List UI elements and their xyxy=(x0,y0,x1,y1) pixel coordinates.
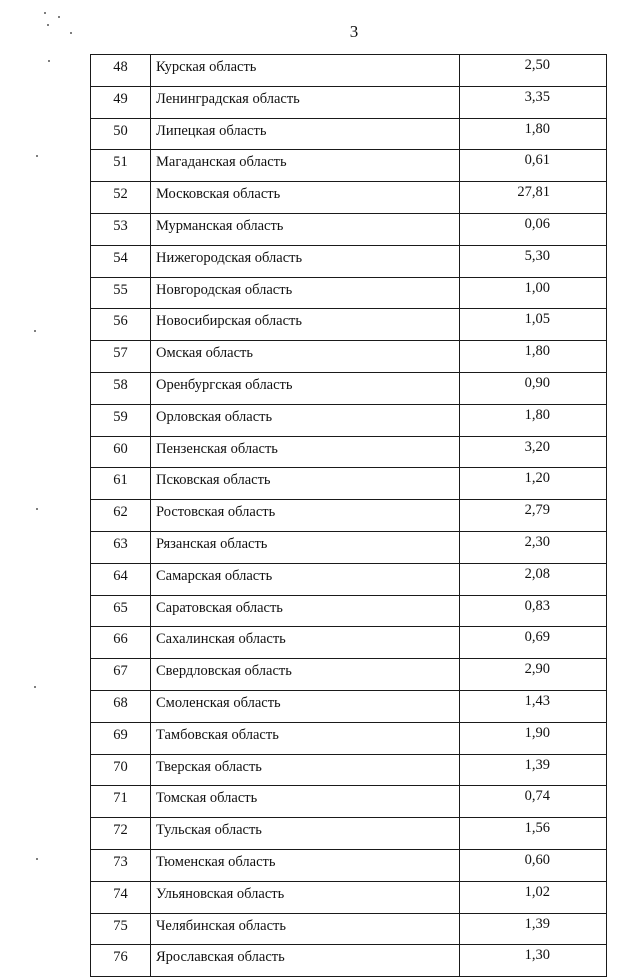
region-value: 0,90 xyxy=(460,372,607,404)
row-number: 73 xyxy=(91,849,151,881)
region-name: Пензенская область xyxy=(151,436,460,468)
table-row xyxy=(91,945,607,977)
row-number: 68 xyxy=(91,690,151,722)
scan-speck xyxy=(44,12,46,14)
table-row xyxy=(91,404,607,436)
region-name: Тульская область xyxy=(151,818,460,850)
region-value: 1,30 xyxy=(460,945,607,977)
table-row xyxy=(91,531,607,563)
region-value: 2,50 xyxy=(460,55,607,87)
region-value: 1,39 xyxy=(460,913,607,945)
row-number: 65 xyxy=(91,595,151,627)
region-name: Томская область xyxy=(151,786,460,818)
table-row xyxy=(91,182,607,214)
regions-table xyxy=(90,54,607,977)
table-row xyxy=(91,55,607,87)
row-number: 74 xyxy=(91,881,151,913)
scan-speck xyxy=(36,508,38,510)
row-number: 64 xyxy=(91,563,151,595)
region-value: 1,43 xyxy=(460,690,607,722)
row-number: 57 xyxy=(91,341,151,373)
region-value: 0,06 xyxy=(460,213,607,245)
region-value: 0,74 xyxy=(460,786,607,818)
region-value: 3,20 xyxy=(460,436,607,468)
region-name: Магаданская область xyxy=(151,150,460,182)
region-name: Новосибирская область xyxy=(151,309,460,341)
region-name: Нижегородская область xyxy=(151,245,460,277)
region-name: Тамбовская область xyxy=(151,722,460,754)
table-row xyxy=(91,786,607,818)
region-value: 0,60 xyxy=(460,849,607,881)
region-name: Сахалинская область xyxy=(151,627,460,659)
region-name: Тюменская область xyxy=(151,849,460,881)
row-number: 52 xyxy=(91,182,151,214)
region-value: 1,00 xyxy=(460,277,607,309)
table-row xyxy=(91,881,607,913)
scan-speck xyxy=(48,60,50,62)
row-number: 51 xyxy=(91,150,151,182)
region-name: Мурманская область xyxy=(151,213,460,245)
region-value: 1,80 xyxy=(460,341,607,373)
region-name: Липецкая область xyxy=(151,118,460,150)
region-name: Челябинская область xyxy=(151,913,460,945)
region-name: Новгородская область xyxy=(151,277,460,309)
region-value: 5,30 xyxy=(460,245,607,277)
region-value: 1,39 xyxy=(460,754,607,786)
region-value: 1,05 xyxy=(460,309,607,341)
row-number: 62 xyxy=(91,500,151,532)
table-row xyxy=(91,595,607,627)
region-value: 1,90 xyxy=(460,722,607,754)
region-value: 1,20 xyxy=(460,468,607,500)
region-name: Ростовская область xyxy=(151,500,460,532)
row-number: 59 xyxy=(91,404,151,436)
table-row xyxy=(91,436,607,468)
row-number: 56 xyxy=(91,309,151,341)
table-row xyxy=(91,372,607,404)
table-row xyxy=(91,341,607,373)
region-name: Ленинградская область xyxy=(151,86,460,118)
table-row xyxy=(91,309,607,341)
table-row xyxy=(91,277,607,309)
row-number: 67 xyxy=(91,659,151,691)
row-number: 53 xyxy=(91,213,151,245)
region-value: 0,83 xyxy=(460,595,607,627)
region-name: Ярославская область xyxy=(151,945,460,977)
table-row xyxy=(91,627,607,659)
table-row xyxy=(91,245,607,277)
table-row xyxy=(91,118,607,150)
page-number: 3 xyxy=(349,22,359,41)
region-name: Псковская область xyxy=(151,468,460,500)
region-name: Курская область xyxy=(151,55,460,87)
table-row xyxy=(91,468,607,500)
row-number: 48 xyxy=(91,55,151,87)
row-number: 58 xyxy=(91,372,151,404)
table-row xyxy=(91,913,607,945)
row-number: 55 xyxy=(91,277,151,309)
row-number: 76 xyxy=(91,945,151,977)
region-name: Тверская область xyxy=(151,754,460,786)
region-value: 1,02 xyxy=(460,881,607,913)
row-number: 54 xyxy=(91,245,151,277)
region-name: Оренбургская область xyxy=(151,372,460,404)
row-number: 66 xyxy=(91,627,151,659)
region-name: Ульяновская область xyxy=(151,881,460,913)
table-row xyxy=(91,86,607,118)
row-number: 49 xyxy=(91,86,151,118)
table-row xyxy=(91,563,607,595)
region-name: Омская область xyxy=(151,341,460,373)
region-value: 0,61 xyxy=(460,150,607,182)
row-number: 72 xyxy=(91,818,151,850)
scan-speck xyxy=(34,686,36,688)
scan-speck xyxy=(36,155,38,157)
row-number: 75 xyxy=(91,913,151,945)
table-row xyxy=(91,500,607,532)
row-number: 50 xyxy=(91,118,151,150)
table-row xyxy=(91,849,607,881)
region-value: 27,81 xyxy=(460,182,607,214)
region-value: 1,56 xyxy=(460,818,607,850)
region-value: 3,35 xyxy=(460,86,607,118)
table-row xyxy=(91,213,607,245)
row-number: 71 xyxy=(91,786,151,818)
scan-speck xyxy=(36,858,38,860)
region-value: 1,80 xyxy=(460,404,607,436)
region-value: 1,80 xyxy=(460,118,607,150)
region-name: Московская область xyxy=(151,182,460,214)
region-name: Саратовская область xyxy=(151,595,460,627)
region-name: Свердловская область xyxy=(151,659,460,691)
region-name: Орловская область xyxy=(151,404,460,436)
table-row xyxy=(91,818,607,850)
region-value: 2,90 xyxy=(460,659,607,691)
region-name: Смоленская область xyxy=(151,690,460,722)
region-name: Самарская область xyxy=(151,563,460,595)
region-value: 2,30 xyxy=(460,531,607,563)
region-name: Рязанская область xyxy=(151,531,460,563)
region-value: 2,08 xyxy=(460,563,607,595)
scan-speck xyxy=(58,16,60,18)
table-row xyxy=(91,150,607,182)
table-row xyxy=(91,659,607,691)
table-row xyxy=(91,722,607,754)
row-number: 69 xyxy=(91,722,151,754)
table-row xyxy=(91,690,607,722)
table-row xyxy=(91,754,607,786)
row-number: 61 xyxy=(91,468,151,500)
region-value: 0,69 xyxy=(460,627,607,659)
regions-table-body xyxy=(91,55,607,977)
row-number: 63 xyxy=(91,531,151,563)
row-number: 70 xyxy=(91,754,151,786)
scan-speck xyxy=(34,330,36,332)
region-value: 2,79 xyxy=(460,500,607,532)
row-number: 60 xyxy=(91,436,151,468)
